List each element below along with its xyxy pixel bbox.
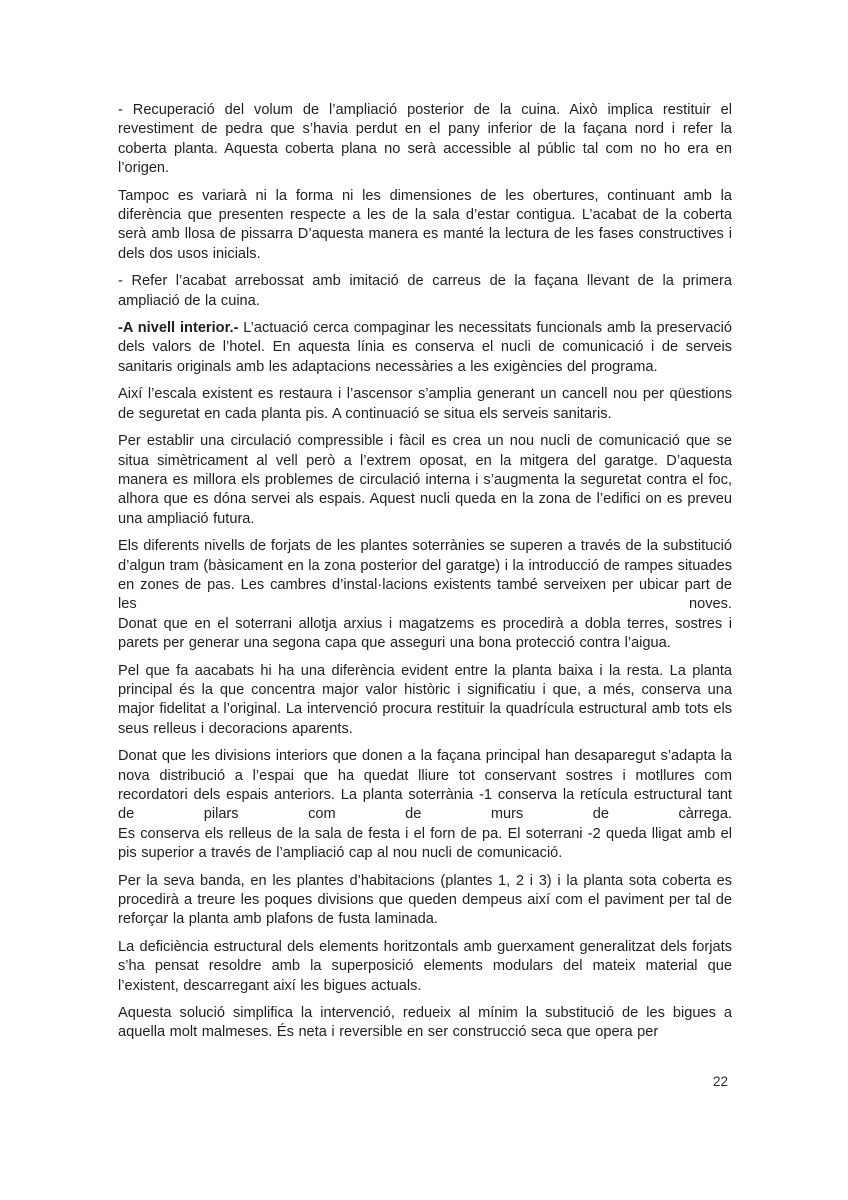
paragraph-refer-acabat: [118, 272, 732, 311]
paragraph-circulacio-nucli: [118, 432, 732, 529]
paragraph-tampoc-obertures: [118, 187, 732, 265]
paragraph-text: La deficiència estructural dels elements horitzontals amb guerxament generalitzat dels forjats s’ha pensat resoldre amb la superposició elements modulars del mateix material que l’existent, descarregant així les bigues actuals.: [118, 938, 732, 994]
paragraph-segment: Donat que les divisions interiors que donen a la façana principal han desaparegut s’adapta la nova distribució a l’espai que ha quedat lliure tot conservant sostres i motllures com recordatori dels espais anteriors. La planta soterrània -1 conserva la retícula estructural tant de pilars com de murs de càrrega.: [118, 748, 732, 823]
inline-heading-nivell-interior: -A nivell interior.-: [118, 320, 239, 337]
paragraph-nivells-forjats: [118, 537, 732, 653]
paragraph-text: - Refer l’acabat arrebossat amb imitació de carreus de la façana llevant de la primera ampliació de la cuina.: [118, 273, 732, 309]
page-content: [118, 101, 732, 1051]
paragraph-deficiencia-estructural: [118, 938, 732, 996]
paragraph-text: Per la seva banda, en les plantes d’habitacions (plantes 1, 2 i 3) i la planta sota coberta es procedirà a treure les poques divisions que queden dempeus així com el paviment per tal de reforçar la planta amb plafons de fusta laminada.: [118, 872, 732, 928]
paragraph-divisions-interiors: [118, 747, 732, 863]
paragraph-recuperacio-volum: [118, 101, 732, 179]
paragraph-plantes-habitacions: [118, 872, 732, 930]
paragraph-text: - Recuperació del volum de l’ampliació posterior de la cuina. Això implica restituir el revestiment de pedra que s’havia perdut en el pany inferior de la façana nord i refer la coberta planta. Aquesta coberta plana no serà accessible al públic tal com no ho era en l’origen.: [118, 102, 732, 177]
paragraph-text: Tampoc es variarà ni la forma ni les dimensiones de les obertures, continuant amb la diferència que presenten respecte a les de la sala d’estar contigua. L’acabat de la coberta serà amb llosa de pissarra D’aquesta manera es manté la lectura de les fases constructives i dels dos usos inicials.: [118, 187, 732, 262]
paragraph-text: Així l’escala existent es restaura i l’ascensor s’amplia generant un cancell nou per qüestions de seguretat en cada planta pis. A continuació se situa els serveis sanitaris.: [118, 386, 732, 422]
paragraph-escala-existent: [118, 385, 732, 424]
paragraph-segment: Els diferents nivells de forjats de les plantes soterrànies se superen a través de la substitució d’algun tram (bàsicament en la zona posterior del garatge) i la introducció de rampes situades en zones de pas. Les cambres d’instal·lacions existents també serveixen per ubicar part de les noves.: [118, 538, 732, 613]
paragraph-solucio-simplifica: [118, 1004, 732, 1043]
paragraph-segment: Donat que en el soterrani allotja arxius i magatzems es procedirà a dobla terres, sostres i parets per generar una segona capa que asseguri una bona protecció contra l’aigua.: [118, 615, 732, 652]
page-number: 22: [712, 1074, 728, 1089]
paragraph-text: Aquesta solució simplifica la intervenció, redueix al mínim la substitució de les bigues a aquella molt malmeses. És neta i reversible en ser construcció seca que opera per: [118, 1005, 732, 1041]
paragraph-segment: Es conserva els relleus de la sala de festa i el forn de pa. El soterrani -2 queda lligat amb el pis superior a través de l’ampliació cap al nou nucli de comunicació.: [118, 825, 732, 862]
paragraph-text: Per establir una circulació compressible i fàcil es crea un nou nucli de comunicació que se situa simètricament al vell però a l’extrem oposat, en la mitgera del garatge. D’aquesta manera es millora els problemes de circulació interna i s’augmenta la seguretat contra el foc, alhora que es dóna servei als espais. Aquest nucli queda en la zona de l’edifici on es preveu una ampliació futura.: [118, 433, 732, 527]
paragraph-text: L’actuació cerca compaginar les necessitats funcionals amb la preservació dels valors de l’hotel. En aquesta línia es conserva el nucli de comunicació i de serveis sanitaris originals amb les adaptacions necessàries a les exigències del programa.: [118, 320, 732, 375]
paragraph-nivell-interior: [118, 319, 732, 377]
paragraph-acabats-diferencia: [118, 662, 732, 740]
paragraph-text: Pel que fa aacabats hi ha una diferència evident entre la planta baixa i la resta. La planta principal és la que concentra major valor històric i significatiu i que, a més, conserva una major fidelitat a l’original. La intervenció procura restituir la quadrícula estructural amb tots els seus relleus i decoracions aparents.: [118, 662, 732, 737]
